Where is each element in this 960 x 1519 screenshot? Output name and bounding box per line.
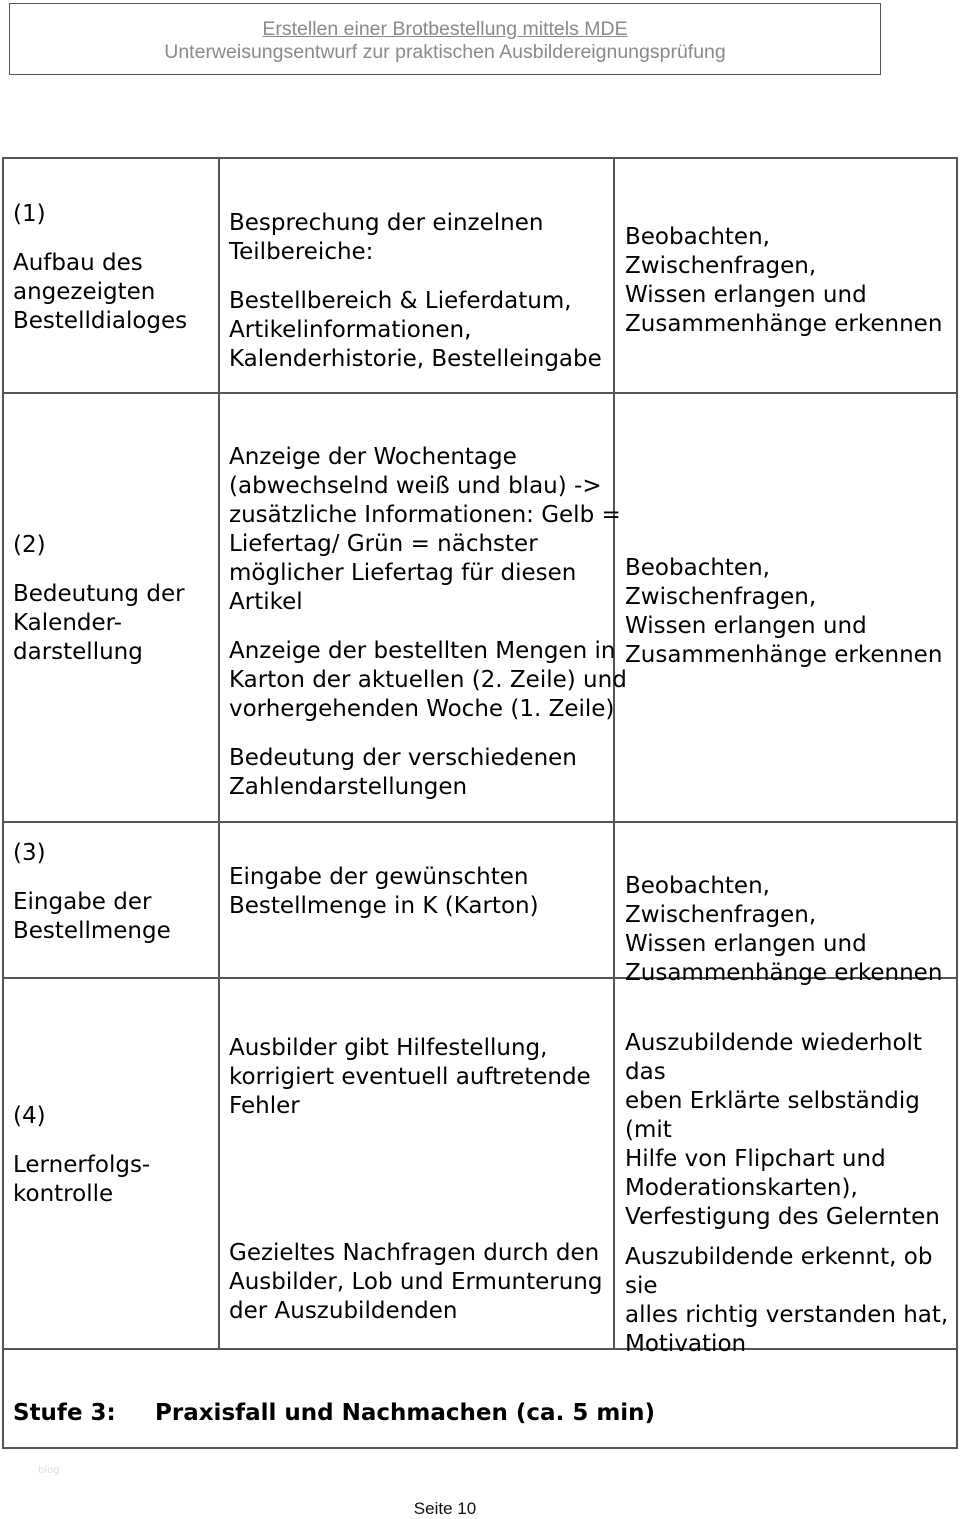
row-4-method-cell-b	[625, 1243, 958, 1359]
text-line: Verfestigung des Gelernten	[625, 1204, 940, 1230]
stage-title: Praxisfall und Nachmachen (ca. 5 min)	[155, 1400, 656, 1426]
text-line: Zahlendarstellungen	[229, 774, 468, 800]
text-line: Bestellmenge in K (Karton)	[229, 893, 539, 919]
row-1-method-cell	[625, 223, 958, 339]
page-number: Seite 10	[413, 1499, 477, 1518]
method-paragraph	[625, 1243, 958, 1359]
text-line: Gezieltes Nachfragen durch den	[229, 1240, 600, 1266]
text-line: Wissen erlangen und	[625, 613, 867, 639]
step-number: (1)	[13, 201, 46, 227]
text-line: Wissen erlangen und	[625, 931, 867, 957]
text-line: alles richtig verstanden hat,	[625, 1302, 949, 1328]
text-line: Ausbilder, Lob und Ermunterung	[229, 1269, 603, 1295]
text-line: Wissen erlangen und	[625, 282, 867, 308]
text-line: Anzeige der bestellten Mengen in	[229, 638, 616, 664]
column-divider	[218, 157, 220, 1349]
text-line: vorhergehenden Woche (1. Zeile)	[229, 696, 615, 722]
text-line: korrigiert eventuell auftretende	[229, 1064, 591, 1090]
content-paragraph	[229, 1034, 591, 1121]
stage-label: Stufe 3:	[13, 1400, 116, 1426]
text-line: Artikelinformationen,	[229, 317, 472, 343]
row-1-topic-cell	[13, 200, 187, 336]
step-number: (3)	[13, 840, 46, 866]
document-title: Erstellen einer Brotbestellung mittels MDE	[262, 18, 628, 40]
text-line: Moderationskarten),	[625, 1175, 858, 1201]
text-line: Motivation	[625, 1331, 747, 1357]
topic-line: Kalender-	[13, 610, 122, 636]
text-line: Anzeige der Wochentage	[229, 444, 517, 470]
text-line: Zusammenhänge erkennen	[625, 960, 943, 986]
content-paragraph	[229, 443, 627, 617]
text-line: Fehler	[229, 1093, 300, 1119]
topic-line: Bedeutung der	[13, 581, 185, 607]
text-line: Beobachten, Zwischenfragen,	[625, 555, 817, 610]
row-3-method-cell	[625, 872, 958, 988]
text-line: Eingabe der gewünschten	[229, 864, 529, 890]
content-paragraph	[229, 637, 627, 724]
document-subtitle: Unterweisungsentwurf zur praktischen Ausbildereignungsprüfung	[164, 41, 726, 63]
text-line: Teilbereiche:	[229, 239, 374, 265]
method-paragraph	[625, 554, 958, 670]
text-line: Zusammenhänge erkennen	[625, 642, 943, 668]
content-paragraph	[229, 744, 627, 802]
table-border-top	[2, 157, 958, 159]
text-line: Bedeutung der verschiedenen	[229, 745, 577, 771]
row-4-content-cell-a	[229, 1034, 591, 1121]
row-divider	[2, 392, 958, 394]
row-2-method-cell	[625, 554, 958, 670]
text-line: Liefertag/ Grün = nächster	[229, 531, 538, 557]
row-4-topic-cell	[13, 1102, 150, 1209]
row-divider	[2, 821, 958, 823]
text-line: Zusammenhänge erkennen	[625, 311, 943, 337]
method-paragraph	[625, 872, 958, 988]
row-2-content-cell	[229, 443, 627, 802]
topic-line: Bestelldialoges	[13, 308, 188, 334]
row-3-content-cell	[229, 863, 539, 921]
topic-line: Aufbau des	[13, 250, 143, 276]
table-border-bottom	[2, 1447, 958, 1449]
watermark-text: blog	[38, 1465, 60, 1476]
text-line: zusätzliche Informationen: Gelb =	[229, 502, 621, 528]
topic-line: kontrolle	[13, 1181, 114, 1207]
text-line: Auszubildende erkennt, ob sie	[625, 1244, 933, 1299]
text-line: (abwechselnd weiß und blau) ->	[229, 473, 602, 499]
text-line: Artikel	[229, 589, 303, 615]
text-line: Beobachten, Zwischenfragen,	[625, 873, 817, 928]
topic-line: angezeigten	[13, 279, 156, 305]
content-paragraph	[229, 1239, 602, 1326]
topic-line: Lernerfolgs-	[13, 1152, 151, 1178]
row-4-method-cell-a	[625, 1029, 958, 1232]
text-line: Besprechung der einzelnen	[229, 210, 544, 236]
text-line: Kalenderhistorie, Bestelleingabe	[229, 346, 602, 372]
row-4-content-cell-b	[229, 1239, 602, 1326]
text-line: Beobachten, Zwischenfragen,	[625, 224, 817, 279]
content-paragraph	[229, 287, 602, 374]
table-border-left	[2, 157, 4, 1449]
topic-line: Eingabe der	[13, 889, 152, 915]
text-line: Bestellbereich & Lieferdatum,	[229, 288, 572, 314]
lesson-plan-table	[2, 157, 958, 1449]
method-paragraph	[625, 1029, 958, 1232]
text-line: Ausbilder gibt Hilfestellung,	[229, 1035, 548, 1061]
content-paragraph	[229, 863, 539, 921]
content-paragraph	[229, 209, 602, 267]
text-line: Hilfe von Flipchart und	[625, 1146, 886, 1172]
text-line: Auszubildende wiederholt das	[625, 1030, 922, 1085]
row-1-content-cell	[229, 209, 602, 374]
document-header	[9, 3, 881, 75]
text-line: der Auszubildenden	[229, 1298, 458, 1324]
row-2-topic-cell	[13, 531, 185, 667]
topic-line: darstellung	[13, 639, 143, 665]
row-3-topic-cell	[13, 839, 171, 946]
method-paragraph	[625, 223, 958, 339]
step-number: (4)	[13, 1103, 46, 1129]
step-number: (2)	[13, 532, 46, 558]
text-line: eben Erklärte selbständig (mit	[625, 1088, 920, 1143]
text-line: Karton der aktuellen (2. Zeile) und	[229, 667, 627, 693]
text-line: möglicher Liefertag für diesen	[229, 560, 577, 586]
topic-line: Bestellmenge	[13, 918, 171, 944]
